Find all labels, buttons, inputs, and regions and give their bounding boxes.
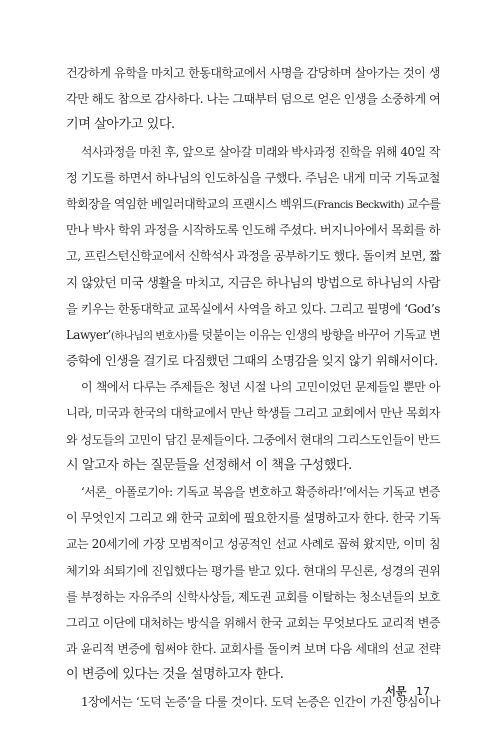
text-line: 만나 박사 학위 과정을 시작하도록 인도해 주셨다. 버지니아에서 목회를 하 bbox=[66, 223, 440, 238]
page-body-text bbox=[66, 60, 440, 715]
text-line: 지 않았던 미국 생활을 마치고, 지금은 하나님의 방법으로 하나님의 사람 bbox=[66, 274, 440, 290]
text-line: 그리고 이단에 대처하는 방식을 위해서 한국 교회는 무엇보다도 교리적 변증 bbox=[66, 615, 440, 630]
text-line: 기며 살아가고 있다. bbox=[66, 117, 175, 133]
text-span: 를 덧붙이는 이유는 인생의 방향을 바꾸어 기독교 변 bbox=[187, 327, 441, 342]
text-line: 정 기도를 하면서 하나님의 인도하심을 구했다. 주님은 내게 미국 기독교철 bbox=[66, 170, 440, 185]
text-line bbox=[66, 322, 440, 348]
page-footer bbox=[385, 683, 430, 699]
text-line bbox=[66, 191, 440, 217]
text-line: 니라, 미국과 한국의 대학교에서 만난 학생들 그리고 교회에서 만난 목회자 bbox=[66, 406, 440, 421]
text-line: 증학에 인생을 걸기로 다짐했던 그때의 소명감을 잊지 않기 위해서이다. bbox=[66, 353, 438, 369]
text-line: 시 알고자 하는 질문들을 선정해서 이 책을 구성했다. bbox=[66, 457, 352, 473]
english-name-note: (Francis Beckwith) bbox=[313, 198, 404, 211]
text-line: 이 책에서 다루는 주제들은 청년 시절 나의 고민이었던 문제들일 뿐만 아 bbox=[81, 380, 440, 395]
text-line: 와 성도들의 고민이 담긴 문제들이다. 그중에서 현대의 그리스도인들이 반드 bbox=[66, 432, 440, 447]
text-line: 고, 프린스턴신학교에서 신학석사 과정을 공부하기도 했다. 돌이켜 보면, 짧 bbox=[66, 249, 441, 264]
text-line: 교는 20세기에 가장 모범적이고 성공적인 선교 사례로 꼽혀 왔지만, 이미 침 bbox=[66, 537, 440, 552]
text-span: 학회장을 역임한 베일러대학교의 프랜시스 벡위드 bbox=[66, 196, 314, 211]
page-number: 17 bbox=[416, 685, 430, 698]
korean-gloss-note: (하나님의 변호사) bbox=[110, 329, 188, 342]
text-line: 1장에서는 ‘도덕 논증’을 다룰 것이다. 도덕 논증은 인간이 가진 양심이나 bbox=[81, 694, 440, 709]
text-line: 이 무엇인지 그리고 왜 한국 교회에 필요한지를 설명하고자 한다. 한국 기독 bbox=[66, 511, 441, 526]
text-span: 교수를 bbox=[403, 196, 441, 211]
text-line: 석사과정을 마친 후, 앞으로 살아갈 미래와 박사과정 진학을 위해 40일 작 bbox=[81, 144, 440, 159]
text-line: 을 키우는 한동대학교 교목실에서 사역을 하고 있다. 그리고 필명에 ‘God’s bbox=[66, 301, 440, 316]
text-line: 건강하게 유학을 마치고 한동대학교에서 사명을 감당하며 살아가는 것이 생 bbox=[66, 66, 440, 80]
text-line: 과 윤리적 변증에 힘써야 한다. 교회사를 돌이켜 보며 다음 세대의 선교 전략 bbox=[66, 642, 440, 657]
text-line: 체기와 쇠퇴기에 진입했다는 평가를 받고 있다. 현대의 무신론, 성경의 권위 bbox=[66, 563, 441, 578]
running-footer-section: 서문 bbox=[385, 685, 407, 698]
text-line: 이 변증에 있다는 것을 설명하고자 한다. bbox=[66, 667, 284, 683]
text-line: 각만 해도 참으로 감사하다. 나는 그때부터 덤으로 얻은 인생을 소중하게 여 bbox=[66, 92, 441, 107]
text-line: ‘서론_ 아폴로기아: 기독교 복음을 변호하고 확증하라!’에서는 기독교 변증 bbox=[81, 485, 440, 499]
text-line: 를 부정하는 자유주의 신학사상들, 제도권 교회를 이탈하는 청소년들의 보호 bbox=[66, 589, 440, 604]
text-span: Lawyer’ bbox=[66, 327, 111, 342]
